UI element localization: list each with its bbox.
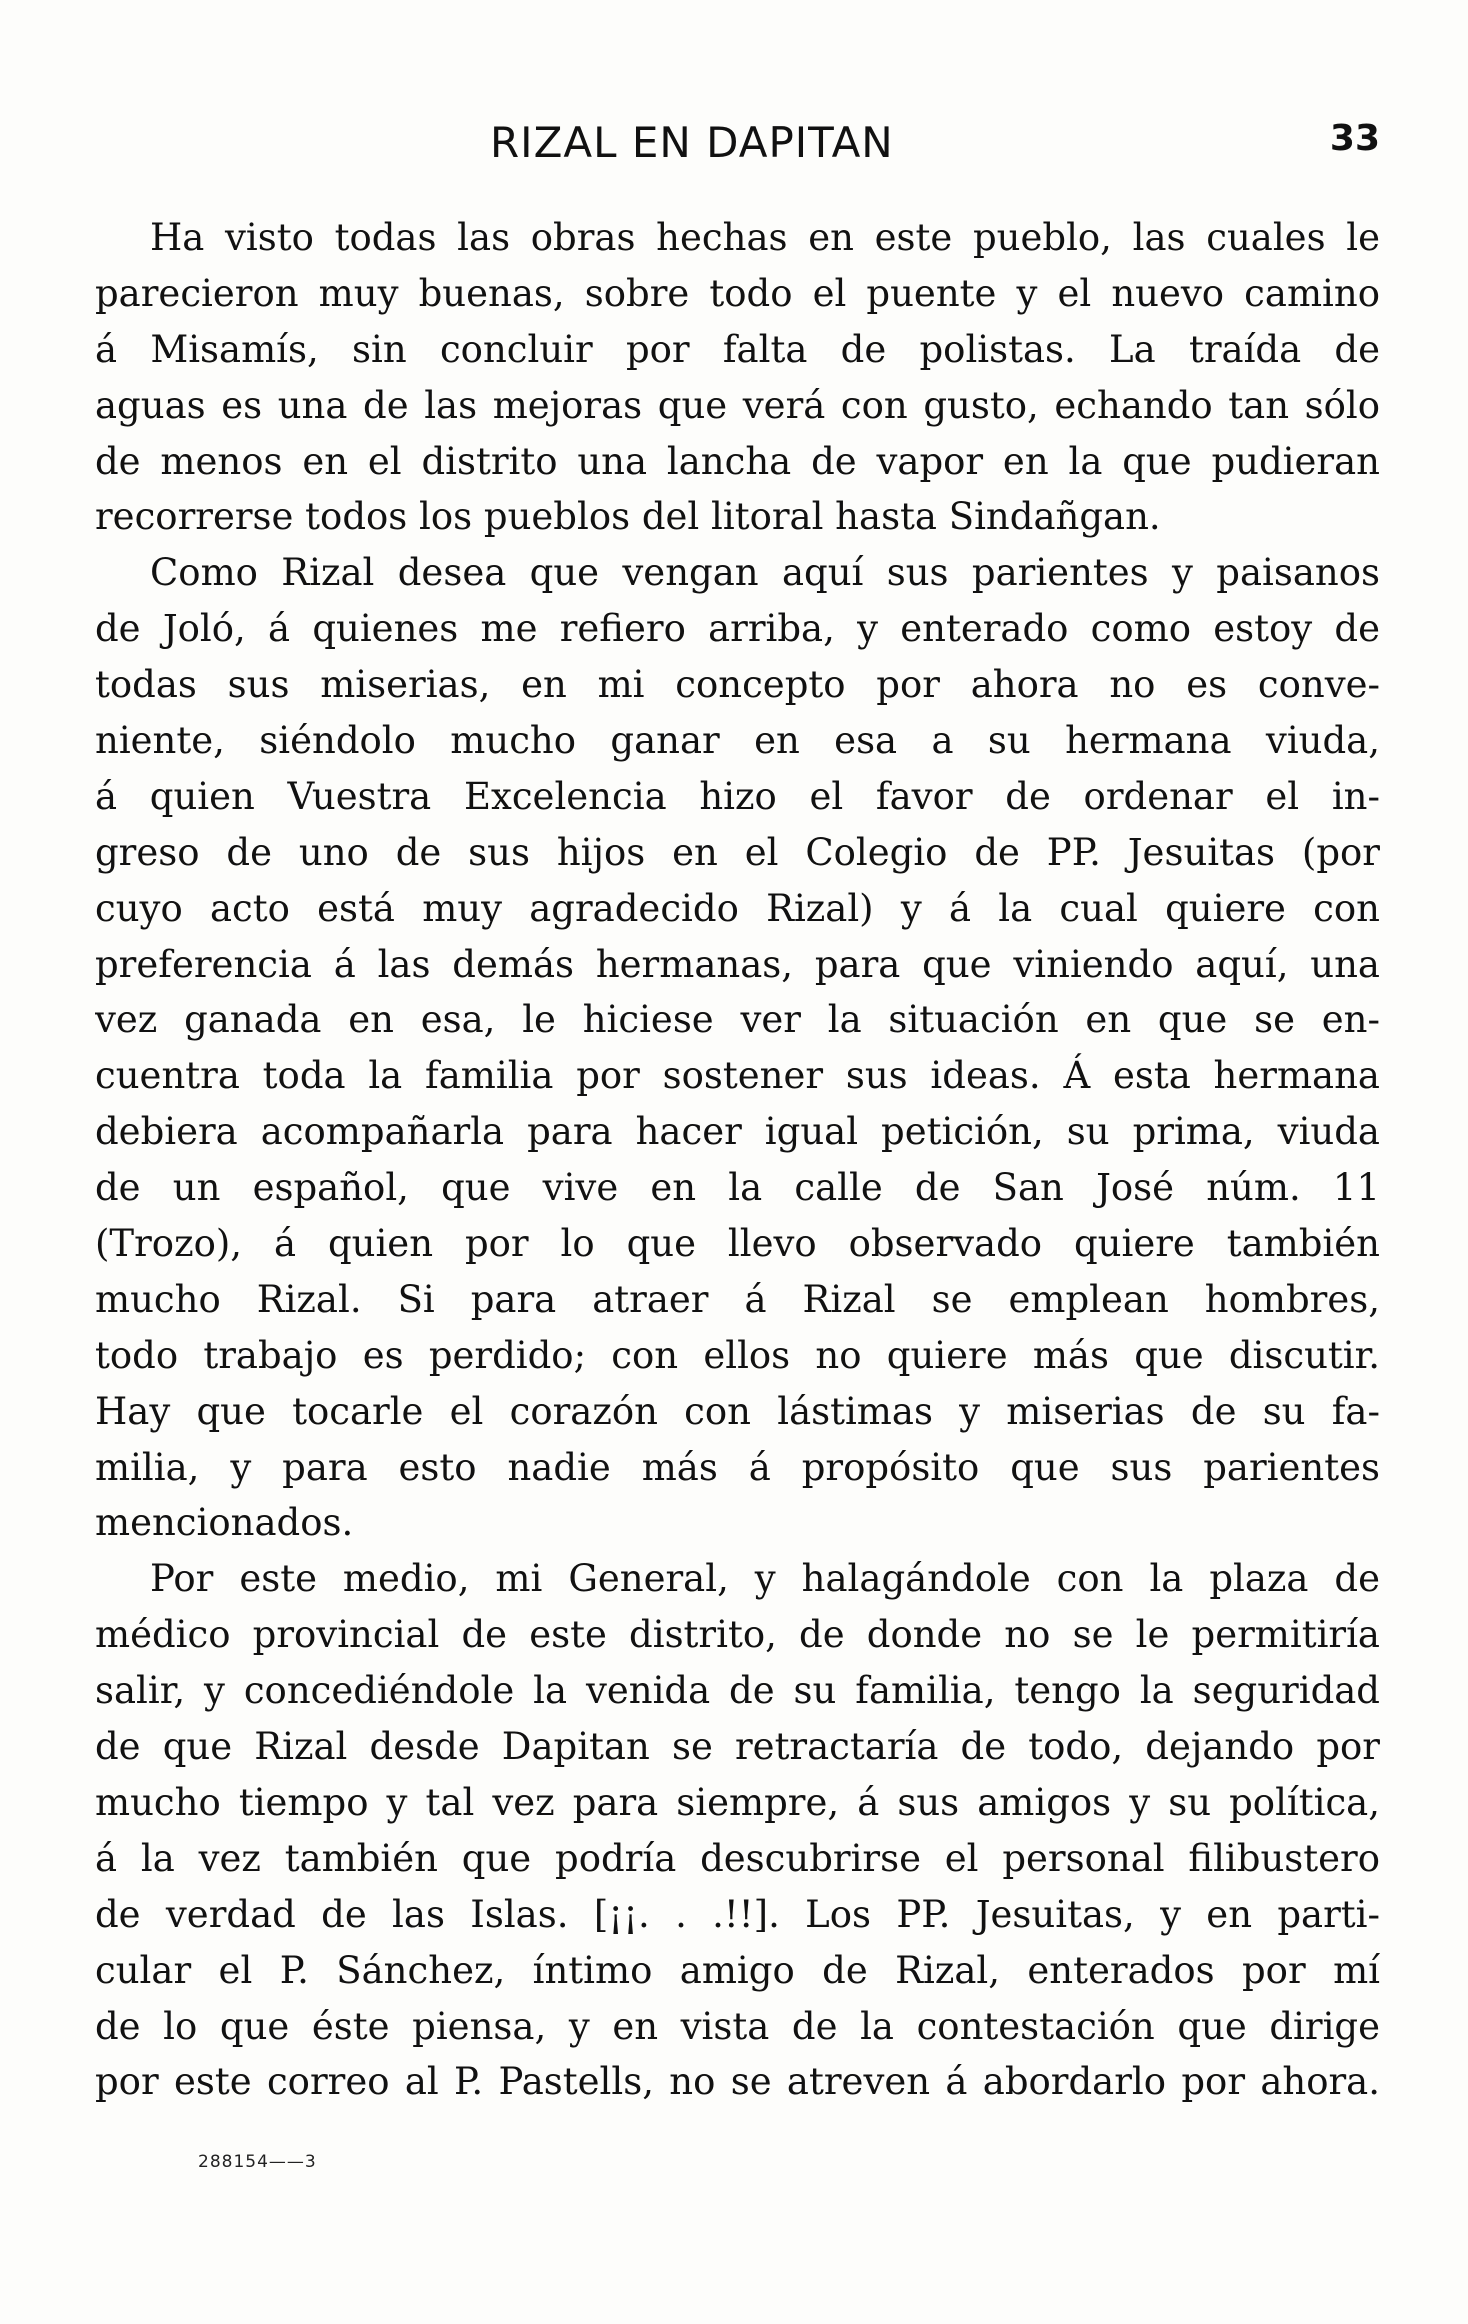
text-line: todo trabajo es perdido; con ellos no quiere más que discutir. (95, 1333, 1380, 1377)
text-line: todas sus miserias, en mi concepto por ahora no es conve- (95, 663, 1380, 707)
paragraph (95, 210, 1380, 545)
running-title: RIZAL EN DAPITAN (490, 118, 894, 167)
paragraph (95, 545, 1380, 1551)
text-line: de menos en el distrito una lancha de vapor en la que pudieran (95, 439, 1380, 483)
text-line: salir, y concediéndole la venida de su familia, tengo la seguridad (95, 1669, 1380, 1713)
text-line: de Joló, á quienes me refiero arriba, y enterado como estoy de (95, 607, 1380, 651)
text-line: aguas es una de las mejoras que verá con gusto, echando tan sólo (95, 383, 1380, 427)
text-line: de un español, que vive en la calle de San José núm. 11 (95, 1166, 1380, 1210)
text-line: preferencia á las demás hermanas, para que viniendo aquí, una (95, 942, 1380, 986)
text-line: milia, y para esto nadie más á propósito que sus parientes (95, 1445, 1380, 1489)
text-line: de verdad de las Islas. [¡¡. . .!!]. Los PP. Jesuitas, y en parti- (95, 1892, 1380, 1936)
text-line: mencionados. (95, 1501, 354, 1545)
text-line: Como Rizal desea que vengan aquí sus parientes y paisanos (150, 551, 1380, 595)
page-header (95, 118, 1380, 178)
text-line: á Misamís, sin concluir por falta de polistas. La traída de (95, 327, 1380, 371)
text-line: Por este medio, mi General, y halagándole con la plaza de (150, 1557, 1380, 1601)
text-line: parecieron muy buenas, sobre todo el puente y el nuevo camino (95, 271, 1380, 315)
text-line: mucho Rizal. Si para atraer á Rizal se emplean hombres, (95, 1277, 1380, 1321)
printer-signature-mark: 288154——3 (198, 2152, 317, 2172)
text-line: mucho tiempo y tal vez para siempre, á sus amigos y su política, (95, 1780, 1380, 1824)
text-line: Hay que tocarle el corazón con lástimas y miserias de su fa- (95, 1389, 1380, 1433)
text-line: médico provincial de este distrito, de donde no se le permitiría (95, 1613, 1380, 1657)
text-line: por este correo al P. Pastells, no se atreven á abordarlo por ahora. (95, 2060, 1380, 2104)
paragraph (95, 1551, 1380, 2110)
text-line: á quien Vuestra Excelencia hizo el favor de ordenar el in- (95, 774, 1380, 818)
text-line: (Trozo), á quien por lo que llevo observado quiere también (95, 1222, 1380, 1266)
body-text (95, 210, 1380, 2110)
text-line: á la vez también que podría descubrirse el personal filibustero (95, 1836, 1380, 1880)
text-line: recorrerse todos los pueblos del litoral hasta Sindañgan. (95, 495, 1161, 539)
text-line: Ha visto todas las obras hechas en este pueblo, las cuales le (150, 216, 1380, 259)
text-line: de lo que éste piensa, y en vista de la contestación que dirige (95, 2004, 1380, 2048)
text-line: cular el P. Sánchez, íntimo amigo de Rizal, enterados por mí (95, 1948, 1380, 1992)
text-line: niente, siéndolo mucho ganar en esa a su hermana viuda, (95, 719, 1380, 763)
text-line: cuentra toda la familia por sostener sus ideas. Á esta hermana (95, 1054, 1380, 1098)
text-line: vez ganada en esa, le hiciese ver la situación en que se en- (95, 998, 1380, 1042)
text-line: de que Rizal desde Dapitan se retractaría de todo, dejando por (95, 1725, 1380, 1769)
text-line: greso de uno de sus hijos en el Colegio de PP. Jesuitas (por (95, 830, 1380, 874)
page-number: 33 (1329, 118, 1380, 159)
text-line: cuyo acto está muy agradecido Rizal) y á la cual quiere con (95, 886, 1380, 930)
text-line: debiera acompañarla para hacer igual petición, su prima, viuda (95, 1110, 1380, 1154)
